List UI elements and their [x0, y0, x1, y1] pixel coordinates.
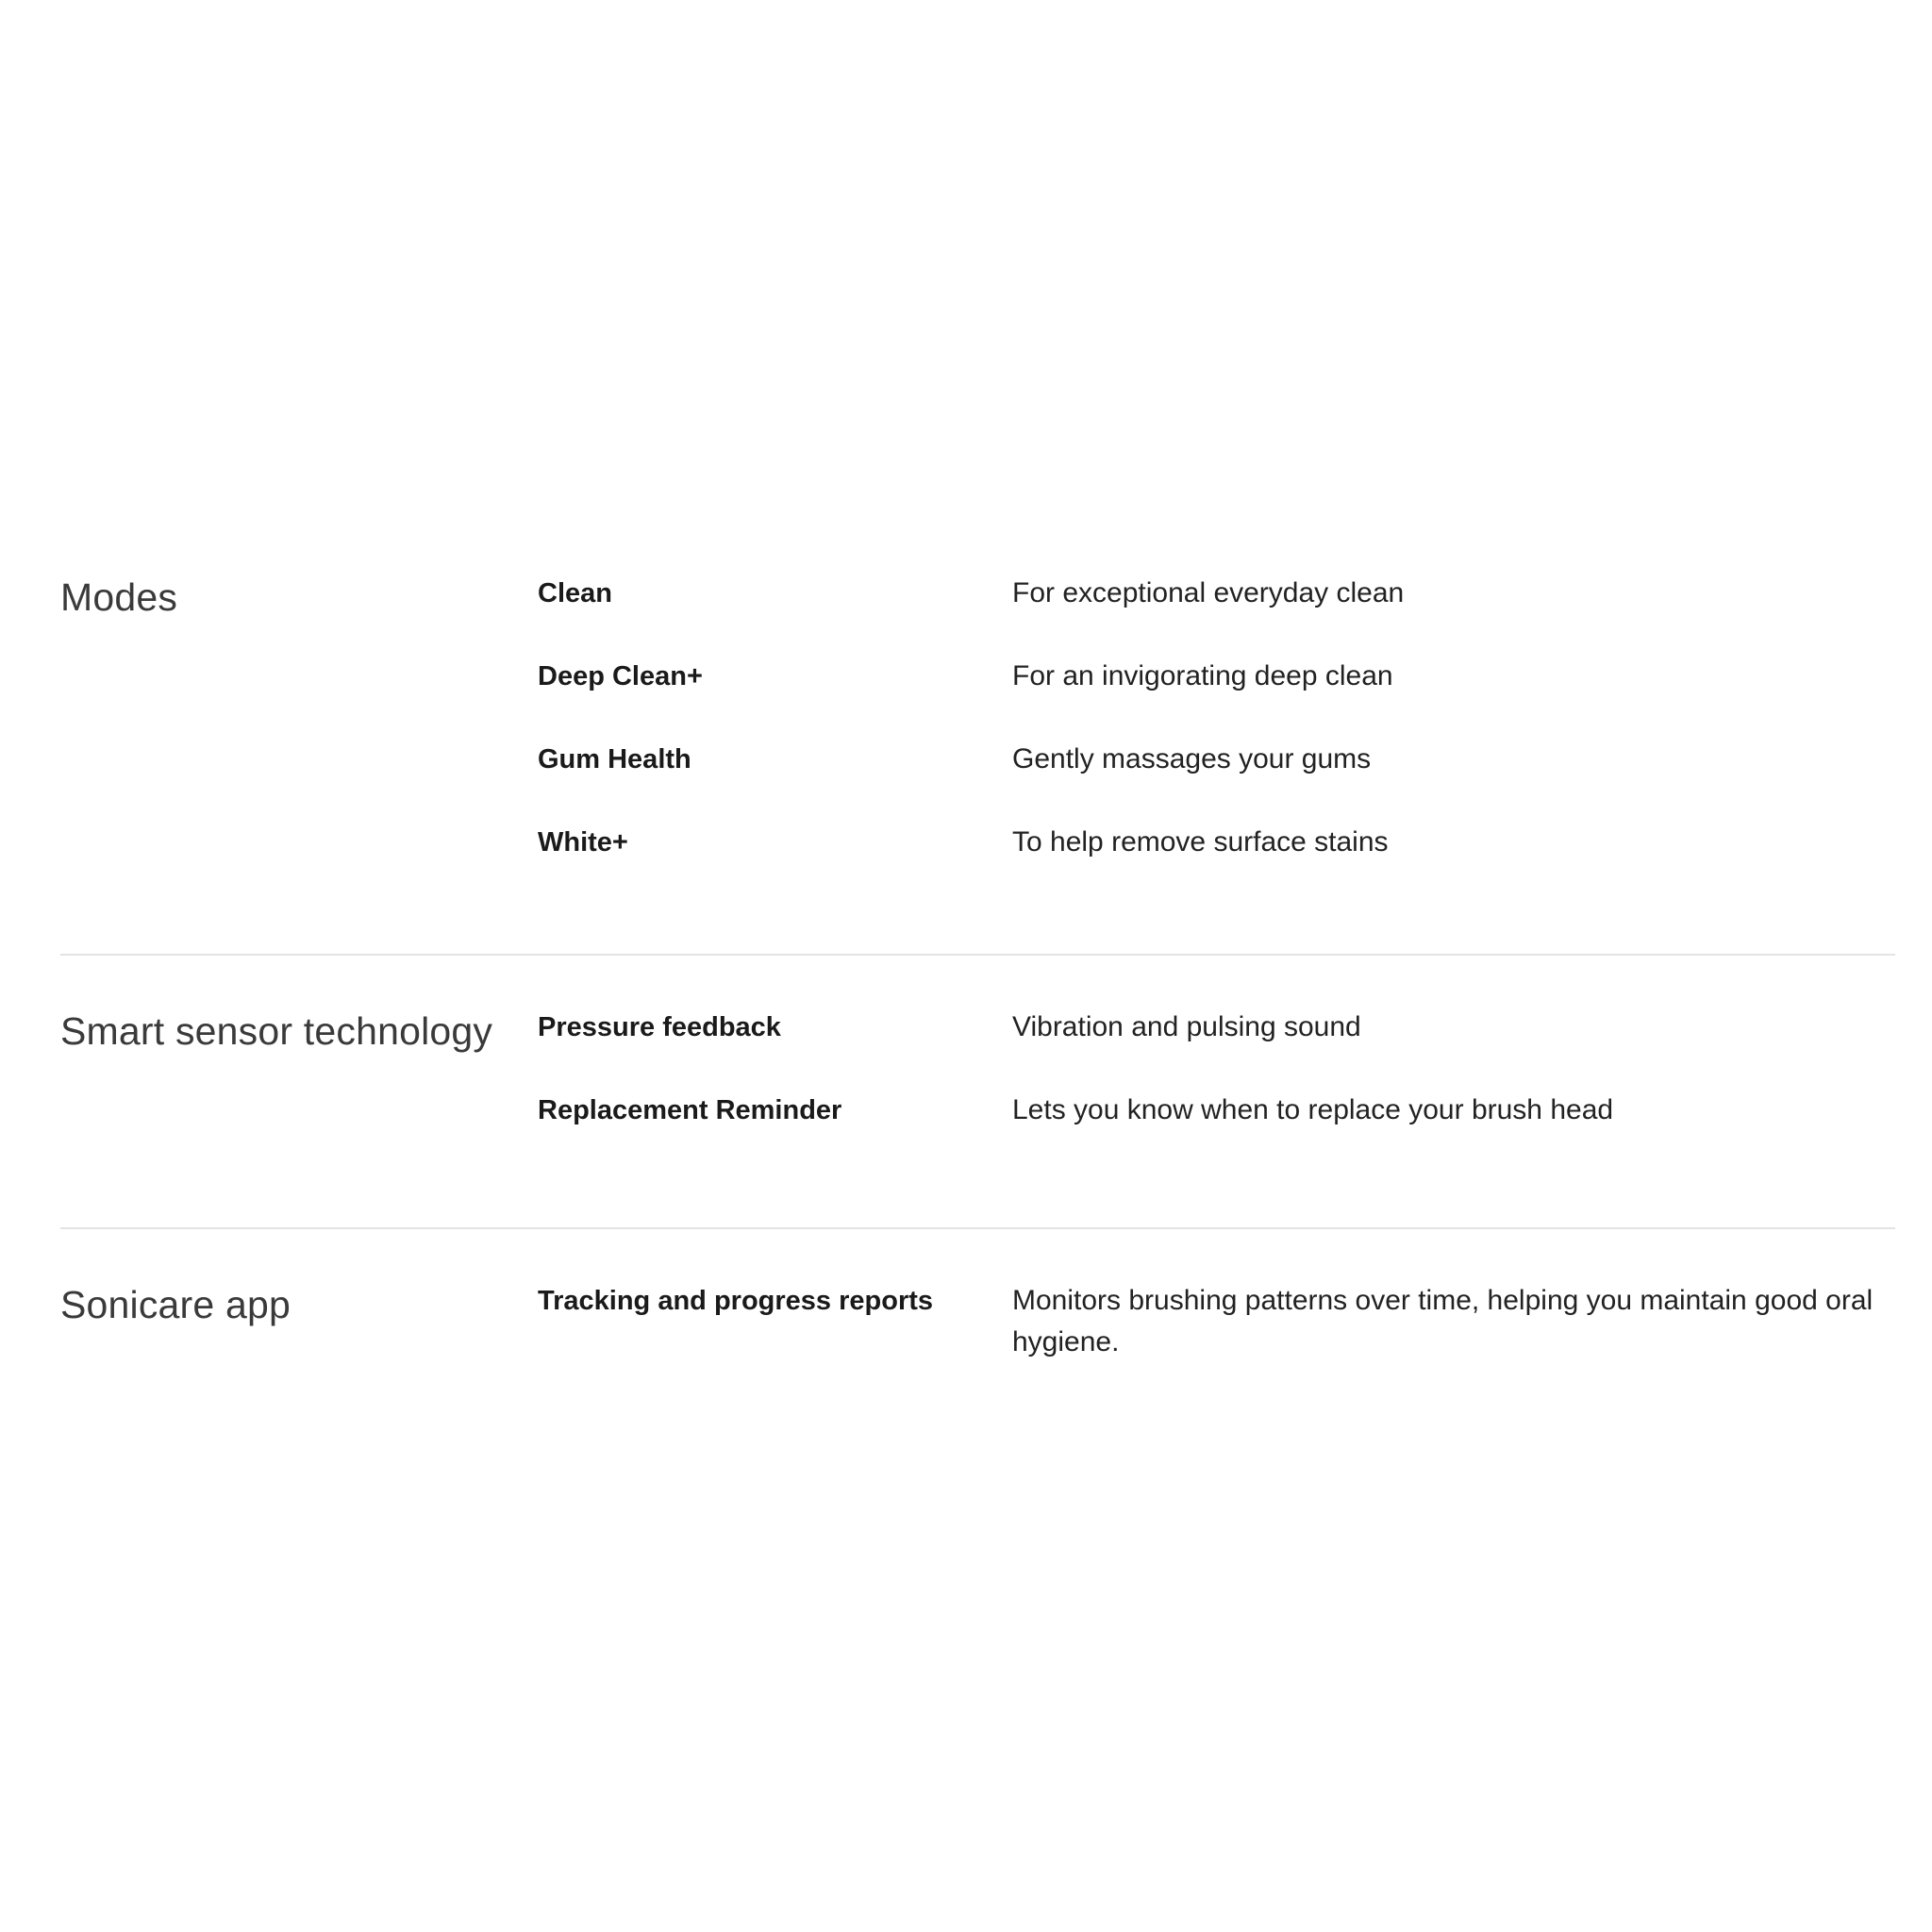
feature-row	[538, 1269, 1895, 1363]
feature-row	[538, 1078, 1895, 1161]
spec-section-smart-sensor	[60, 956, 1895, 1229]
feature-name: Clean	[538, 578, 612, 608]
spec-table	[60, 561, 1895, 1418]
section-title: Modes	[60, 575, 178, 619]
feature-description: Vibration and pulsing sound	[1012, 1011, 1361, 1042]
feature-description: Lets you know when to replace your brush head	[1012, 1094, 1614, 1125]
feature-name: Gum Health	[538, 744, 691, 774]
feature-description: For exceptional everyday clean	[1012, 577, 1405, 608]
feature-row	[538, 727, 1895, 810]
section-title: Smart sensor technology	[60, 1009, 493, 1053]
feature-name: Deep Clean+	[538, 661, 703, 691]
feature-row	[538, 810, 1895, 893]
feature-row	[538, 644, 1895, 727]
feature-description: To help remove surface stains	[1012, 826, 1389, 858]
feature-name: Tracking and progress reports	[538, 1286, 934, 1316]
feature-row	[538, 561, 1895, 644]
feature-list	[538, 561, 1895, 893]
feature-name: Replacement Reminder	[538, 1095, 842, 1125]
feature-description: Gently massages your gums	[1012, 743, 1372, 774]
feature-name: Pressure feedback	[538, 1012, 781, 1042]
feature-description: For an invigorating deep clean	[1012, 660, 1393, 691]
feature-list	[538, 1229, 1895, 1363]
spec-section-sonicare-app	[60, 1229, 1895, 1418]
spec-section-modes	[60, 561, 1895, 956]
section-title: Sonicare app	[60, 1283, 291, 1326]
feature-list	[538, 956, 1895, 1161]
feature-description: Monitors brushing patterns over time, helping you maintain good oral hygiene.	[1012, 1285, 1874, 1357]
feature-row	[538, 995, 1895, 1078]
feature-name: White+	[538, 827, 628, 858]
